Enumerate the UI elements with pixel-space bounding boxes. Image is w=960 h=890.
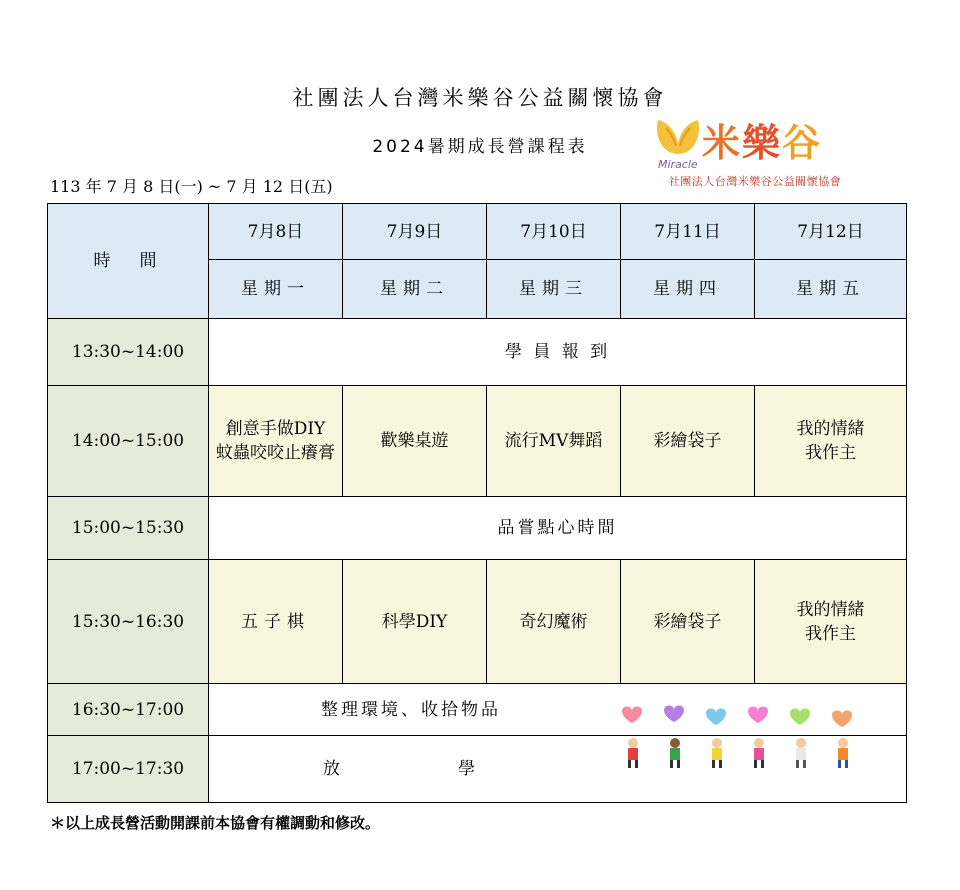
activity-cell-tue: 科學DIY [343, 560, 487, 684]
activity-cell-fri [755, 386, 907, 497]
date-header-tue: 7月9日 [343, 204, 487, 260]
weekday-header-wed: 星期三 [487, 260, 621, 319]
time-slot-2: 14:00~15:00 [48, 386, 209, 497]
children-hearts-decoration [616, 705, 866, 773]
date-range: 113 年 7 月 8 日(一) ~ 7 月 12 日(五) [50, 177, 333, 196]
date-header-wed: 7月10日 [487, 204, 621, 260]
weekday-header-fri: 星期五 [755, 260, 907, 319]
activity-cell-wed: 流行MV舞蹈 [487, 386, 621, 497]
heart-icon [622, 706, 852, 728]
butterfly-icon [652, 114, 704, 162]
activity-cell-mon: 五子棋 [209, 560, 343, 684]
logo-wordmark: 米樂谷 [702, 121, 823, 165]
activity-snack-time: 品嘗點心時間 [209, 497, 907, 560]
weekday-header-mon: 星期一 [209, 260, 343, 319]
date-header-fri: 7月12日 [755, 204, 907, 260]
activity-line: 我作主 [805, 623, 856, 644]
activity-line: 我的情緒 [796, 599, 865, 620]
activity-cell-thu: 彩繪袋子 [621, 560, 755, 684]
date-header-mon: 7月8日 [209, 204, 343, 260]
organization-logo [650, 112, 860, 192]
date-header-thu: 7月11日 [621, 204, 755, 260]
activity-cell-fri [755, 560, 907, 684]
organization-title: 社團法人台灣米樂谷公益關懷協會 [292, 86, 668, 110]
activity-line: 我的情緒 [796, 419, 865, 439]
activity-cell-tue: 歡樂桌遊 [343, 386, 487, 497]
activity-dismissal: 放 學 [209, 736, 907, 803]
activity-line: 我作主 [805, 443, 856, 463]
activity-line: 蚊蟲咬咬止癢膏 [216, 443, 335, 463]
time-slot-5: 16:30~17:00 [48, 684, 209, 736]
time-slot-1: 13:30~14:00 [48, 319, 209, 386]
activity-cell-wed: 奇幻魔術 [487, 560, 621, 684]
activity-cleanup: 整理環境、收拾物品 [209, 684, 907, 736]
footer-notice: ＊以上成長營活動開課前本協會有權調動和修改。 [50, 814, 381, 832]
activity-cell-mon [209, 386, 343, 497]
time-slot-3: 15:00~15:30 [48, 497, 209, 560]
children-icon [628, 738, 848, 768]
logo-miracle-text: Miracle [658, 158, 698, 171]
time-slot-6: 17:00~17:30 [48, 736, 209, 803]
activity-registration: 學 員 報 到 [209, 319, 907, 386]
time-slot-4: 15:30~16:30 [48, 560, 209, 684]
weekday-header-thu: 星期四 [621, 260, 755, 319]
time-header: 時 間 [48, 204, 209, 319]
logo-subtitle: 社團法人台灣米樂谷公益關懷協會 [668, 175, 842, 188]
schedule-title: 2024暑期成長營課程表 [372, 137, 588, 157]
weekday-header-tue: 星期二 [343, 260, 487, 319]
activity-line: 創意手做DIY [225, 419, 326, 439]
activity-cell-thu: 彩繪袋子 [621, 386, 755, 497]
